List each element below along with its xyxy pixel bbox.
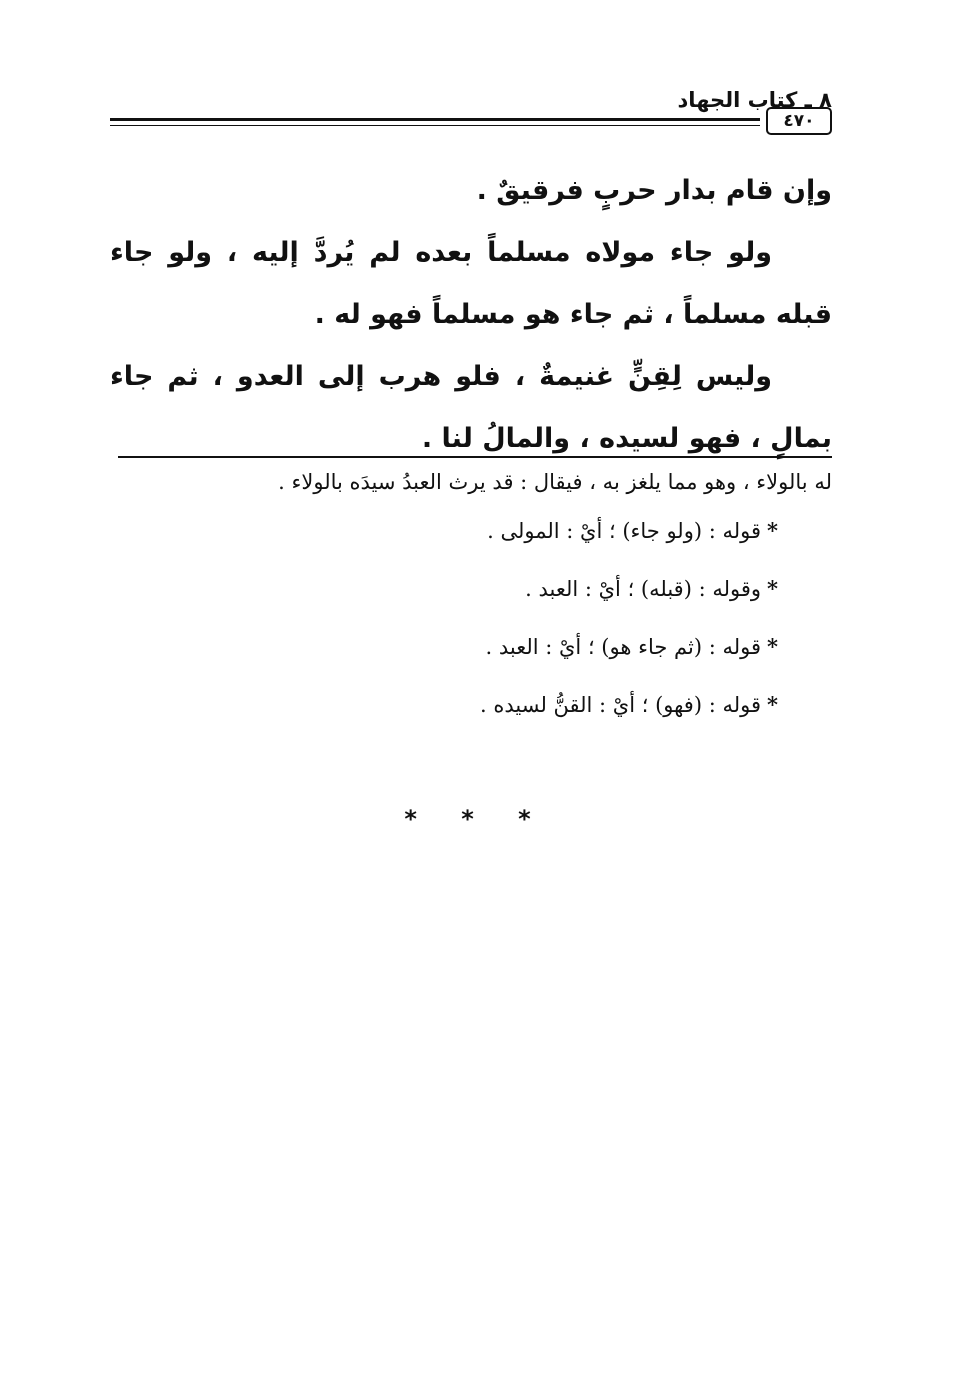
chapter-title: ٨ ـ كتاب الجهاد — [677, 88, 832, 112]
running-header — [110, 88, 832, 134]
section-end-stars: * * * — [404, 805, 549, 833]
footnote-item — [110, 676, 832, 734]
footnote-text: وقوله : (قبله) ؛ أيْ : العبد . — [525, 577, 762, 601]
main-text — [110, 160, 832, 470]
main-paragraph: وليس لِقِنٍّ غنيمةٌ ، فلو هرب إلى العدو ، ثم جاء بمالٍ ، فهو لسيده ، والمالُ لنا . — [110, 361, 832, 454]
footnote-text: قوله : (ثم جاء هو) ؛ أيْ : العبد . — [485, 635, 762, 659]
footnote-text: قوله : (ولو جاء) ؛ أيْ : المولى . — [487, 519, 762, 543]
asterisk-bullet-icon: * — [767, 518, 778, 543]
footnote-item — [110, 502, 832, 560]
footnote-continuation: له بالولاء ، وهو مما يلغز به ، فيقال : قد يرث العبدُ سيدَه بالولاء . — [278, 470, 832, 494]
page-number: ٤٧٠ — [766, 107, 832, 135]
asterisk-bullet-icon: * — [767, 576, 778, 601]
header-rule-thick — [110, 118, 760, 121]
footnotes — [110, 462, 832, 734]
main-paragraph: ولو جاء مولاه مسلماً بعده لم يُردَّ إليه ، ولو جاء قبله مسلماً ، ثم جاء هو مسلماً فهو له . — [110, 237, 832, 330]
asterisk-bullet-icon: * — [767, 692, 778, 717]
footnote-item — [110, 618, 832, 676]
asterisk-bullet-icon: * — [767, 634, 778, 659]
main-paragraph: وإن قام بدار حربٍ فرقيقٌ . — [476, 175, 832, 206]
header-rule-thin — [110, 125, 760, 126]
footnote-item — [110, 560, 832, 618]
footnote-text: قوله : (فهو) ؛ أيْ : القنُّ لسيده . — [480, 693, 762, 717]
footnote-separator — [118, 456, 832, 458]
